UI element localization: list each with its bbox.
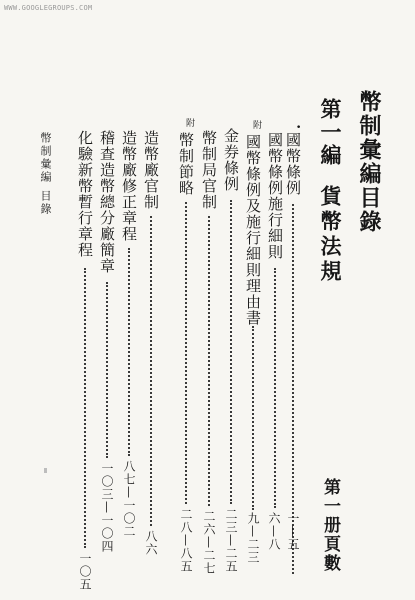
toc-entry-title: 金券條例: [222, 128, 240, 192]
dot-leader: [252, 326, 254, 510]
toc-entry-page: 一〇三—一〇四: [100, 462, 114, 553]
margin-mark: [44, 468, 47, 473]
toc-entry-title: 幣制節略: [177, 132, 195, 196]
dot-leader: [106, 282, 108, 458]
toc-entry-page: 九—二三: [246, 512, 260, 564]
entry-bullet: •: [292, 124, 302, 131]
dot-leader: [128, 248, 130, 456]
toc-entry-title: 幣制局官制: [200, 130, 218, 210]
toc-entry-page: 八六: [144, 530, 158, 556]
dot-leader: [274, 268, 276, 508]
toc-entry-title: 國幣條例: [284, 132, 302, 196]
toc-entry-page: 一—五: [286, 512, 300, 551]
dot-leader: [185, 202, 187, 504]
toc-entry-page: 二六—二七: [202, 510, 216, 575]
volume-page-header: 第一册頁數: [320, 478, 340, 573]
book-title: 幣制彙編目錄: [356, 90, 382, 234]
toc-entry-title: 造幣廠官制: [142, 130, 160, 210]
part-title: 貨幣法規: [318, 185, 343, 285]
toc-entry-title: 稽查造幣總分廠簡章: [98, 130, 116, 274]
margin-section-title: 目錄: [39, 190, 52, 216]
margin-book-title: 幣制彙編: [39, 132, 52, 184]
toc-entry-title: 國幣條例施行細則: [266, 132, 284, 260]
toc-entry-prefix: 附: [184, 118, 194, 128]
toc-entry-page: 二八—八五: [179, 508, 193, 573]
toc-entry-title: 造幣廠修正章程: [120, 130, 138, 242]
toc-entry-title: 化驗新幣暫行章程: [76, 130, 94, 258]
toc-entry-page: 一〇五: [78, 552, 92, 591]
dot-leader: [84, 268, 86, 548]
watermark-text: WWW.GOOGLEGROUPS.COM: [4, 4, 93, 12]
part-label: 第一編: [318, 98, 343, 167]
dot-leader: [230, 200, 232, 504]
toc-entry-prefix: 附: [251, 120, 261, 130]
toc-entry-page: 六—八: [267, 512, 281, 551]
toc-entry-page: 八七—一〇二: [122, 460, 136, 538]
dot-leader: [208, 216, 210, 506]
dot-leader: [150, 216, 152, 526]
toc-entry-page: 二三—二五: [224, 508, 238, 573]
toc-entry-title: 國幣條例及施行細則理由書: [244, 134, 262, 326]
